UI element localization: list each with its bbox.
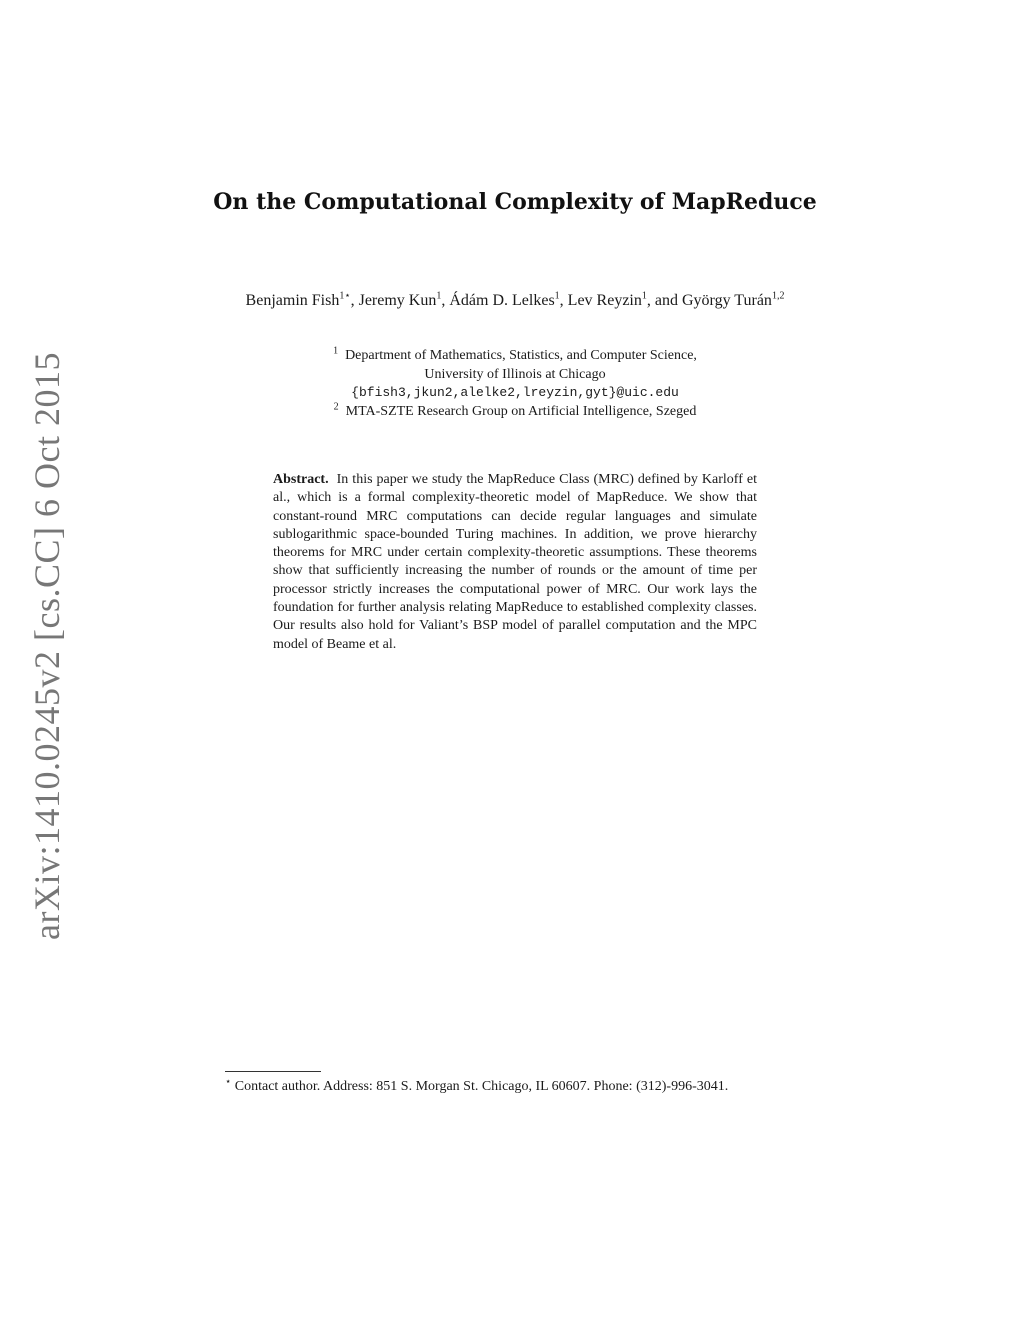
affiliations (215, 347, 815, 421)
author-affiliation-mark: 1 (641, 290, 647, 302)
arxiv-identifier-stamp: arXiv:1410.0245v2 [cs.CC] 6 Oct 2015 (27, 352, 67, 940)
affiliation-research-group: MTA-SZTE Research Group on Artificial Intelligence, Szeged (345, 403, 697, 419)
author-name: Ádám D. Lelkes (449, 292, 555, 309)
abstract-text: In this paper we study the MapReduce Class (MRC) defined by Karloff et al., which is a formal complexity-theoretic model of MapReduce. We show that constant-round MRC computations can decide regular languages and simulate sublogarithmic space-bounded Turing machines. In addition, we prove hierarchy theorems for MRC under certain complexity-theoretic assumptions. These theorems show that sufficiently increasing the number of rounds or the amount of time per processor strictly increases the computational power of MRC. Our work lays the foundation for further analysis relating MapReduce to established complexity classes. Our results also hold for Valiant’s BSP model of parallel computation and the MPC model of Beame et al. (273, 472, 758, 652)
author-affiliation-mark: 1⋆ (339, 290, 351, 302)
abstract (273, 471, 757, 654)
author-list: Benjamin Fish$^{1⋆}$, Jeremy Kun$^1$, Ádám D. Lelkes$^1$, Lev Reyzin$^1$, and György Turán$^{1,2}$ (245, 290, 785, 309)
author-name: Benjamin Fish (245, 292, 340, 309)
author-affiliation-mark: 1 (554, 290, 560, 302)
footnote (225, 1077, 807, 1096)
author-affiliation-mark: 1,2 (771, 290, 785, 302)
affiliation-2 (215, 400, 815, 422)
author-name: György Turán (681, 292, 772, 309)
author-emails: {bfish3,jkun2,alelke2,lreyzin,gyt}@uic.edu (351, 385, 679, 400)
author-affiliation-mark: 1 (436, 290, 442, 302)
author-name: Lev Reyzin (567, 292, 642, 309)
affiliation-mark: 2 (333, 400, 339, 412)
author-name: Jeremy Kun (358, 292, 437, 309)
abstract-label: Abstract. (273, 472, 329, 487)
affiliation-department: Department of Mathematics, Statistics, and Computer Science, (345, 348, 697, 363)
paper-title: On the Computational Complexity of MapReduce (213, 189, 817, 215)
affiliation-mark: 1 (333, 345, 339, 357)
affiliation-university: University of Illinois at Chicago (424, 366, 606, 382)
footnote-rule (225, 1071, 321, 1072)
footnote-text: Contact author. Address: 851 S. Morgan St. Chicago, IL 60607. Phone: (312)-996-3041. (234, 1079, 729, 1094)
affiliation-1 (215, 347, 815, 366)
footnote-mark: ⋆ (225, 1076, 232, 1088)
